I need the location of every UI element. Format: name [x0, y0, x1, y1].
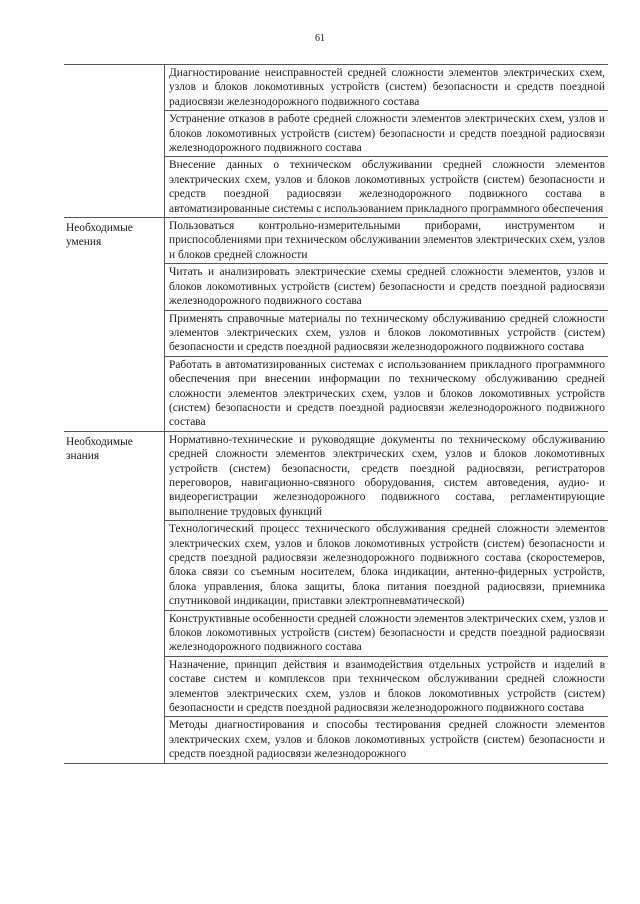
- table-cell: Пользоваться контрольно-измерительными приборами, инструментом и приспособлениями при техническом обслуживании элементов электрических схем, узлов и блоков средней сложности: [169, 220, 605, 261]
- table-cell: Применять справочные материалы по техническому обслуживанию средней сложности элементов электрических схем, узлов и блоков локомотивных устройств (систем) безопасности и средств поездной радиосвязи железнодорожного подвижного состава: [165, 310, 608, 356]
- table-cell: Внесение данных о техническом обслуживании средней сложности элементов электрических схем, узлов и блоков локомотивных устройств (систем) безопасности и средств поездной радиосвязи железнодорожного подвижного состава в автоматизированные системы с использованием прикладного программного обеспечения: [165, 156, 608, 217]
- table-cell: Диагностирование неисправностей средней сложности элементов электрических схем, узлов и блоков локомотивных устройств (систем) безопасности и средств поездной радиосвязи железнодорожного подвижного состава: [169, 67, 605, 108]
- group-items: [165, 65, 608, 217]
- table-group-actions: [64, 65, 608, 217]
- table-cell: Методы диагностирования и способы тестирования средней сложности элементов электрических схем, узлов и блоков локомотивных устройств (систем) безопасности и средств поездной радиосвязи железнодорожного: [165, 716, 608, 762]
- table-cell: Нормативно-технические и руководящие документы по техническому обслуживанию средней сложности элементов электрических схем, узлов и блоков локомотивных устройств (систем) безопасности, средств поездной радиосвязи, регистраторов переговоров, навигационно-связного оборудования, систем автоведения, аудио- и видеорегистрации железнодорожного подвижного состава, регламентирующие выполнение трудовых функций: [169, 433, 605, 518]
- group-label: Необходимые умения: [64, 218, 165, 431]
- table-cell: Читать и анализировать электрические схемы средней сложности элементов, узлов и блоков локомотивных устройств (систем) безопасности и средств поездной радиосвязи железнодорожного подвижного состава: [165, 263, 608, 309]
- table-group-knowledge: [64, 431, 608, 763]
- requirements-table: [64, 64, 608, 764]
- group-items: [165, 218, 608, 431]
- page-number: 61: [315, 33, 325, 44]
- table-cell: Устранение отказов в работе средней сложности элементов электрических схем, узлов и блоков локомотивных устройств (систем) безопасности и средств поездной радиосвязи железнодорожного подвижного состава: [165, 110, 608, 156]
- table-cell: Назначение, принцип действия и взаимодействия отдельных устройств и изделий в составе систем и комплексов при техническом обслуживании средней сложности элементов электрических схем, узлов и блоков локомотивных устройств (систем) безопасности и средств поездной радиосвязи железнодорожного подвижного состава: [165, 656, 608, 717]
- group-label: [64, 65, 165, 217]
- group-label: Необходимые знания: [64, 432, 165, 763]
- table-cell: Работать в автоматизированных системах с использованием прикладного программного обеспечения при внесении информации по техническому обслуживанию средней сложности элементов электрических схем, узлов и блоков локомотивных устройств (систем) безопасности и средств поездной радиосвязи железнодорожного подвижного состава: [165, 356, 608, 431]
- group-items: [165, 432, 608, 763]
- table-cell: Технологический процесс технического обслуживания средней сложности элементов электрических схем, узлов и блоков локомотивных устройств (систем) безопасности и средств поездной радиосвязи железнодорожного подвижного состава (скоростемеров, блока связи со съемным носителем, блока индикации, антенно-фидерных устройств, блока управления, блока защиты, блока питания поездной радиосвязи, приемника спутниковой индикации, приставки электропневматической): [165, 520, 608, 609]
- table-group-skills: [64, 217, 608, 431]
- table-cell: Конструктивные особенности средней сложности элементов электрических схем, узлов и блоков локомотивных устройств (систем) безопасности и средств поездной радиосвязи железнодорожного подвижного состава: [165, 610, 608, 656]
